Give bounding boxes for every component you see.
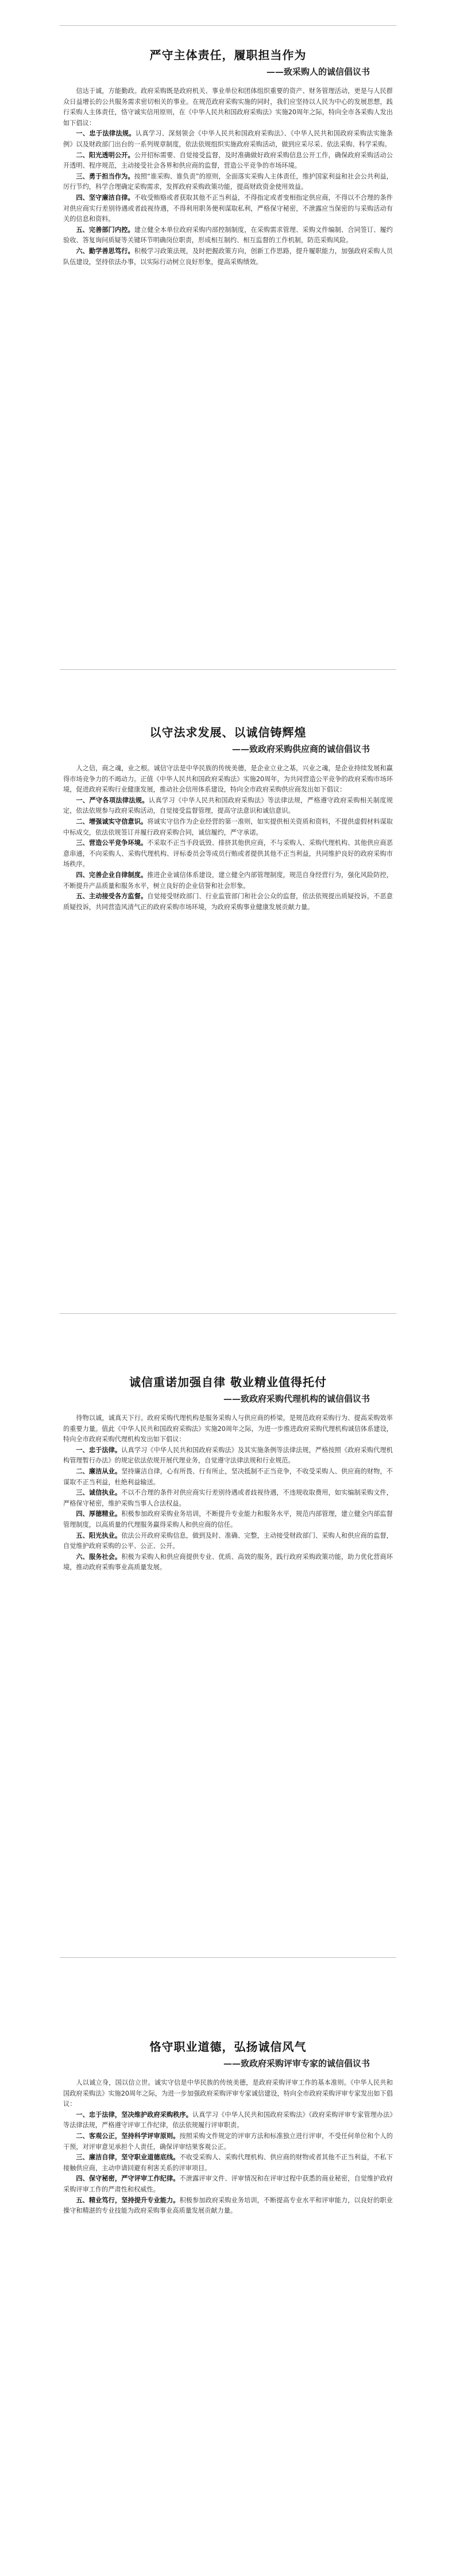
- paragraph: 人之信，商之魂，业之根。诚信守法是中华民族的传统美德，是企业立业之基，兴业之魂，是企业持续发展和赢得市场竞争力的不竭动力。正值《中华人民共和国政府采购法》实施20周年，为共同营造公平竞争的政府采购市场环境，促进政府采购行业健康发展，推动社会信用体系建设，特向全市政府采购供应商发出如下倡议：: [63, 765, 393, 794]
- paragraph: 二、廉洁从业。坚持廉洁自律，心有所畏、行有所止，坚决抵制不正当竞争，不收受采购人、供应商的财物，不谋取不正当利益，杜绝利益输送。: [63, 1467, 393, 1486]
- initiative-section-purchasers: [0, 0, 456, 644]
- section-subtitle: ——致政府采购评审专家的诚信倡议书: [223, 2058, 370, 2069]
- paragraph: 五、完善部门内控。建立健全本单位政府采购内部控制制度，在采购需求管理、采购文件编制、合同签订、履约验收、答复询问质疑等关键环节明确岗位职责，形成相互制约、相互监督的工作机制，防范采购风险。: [63, 226, 393, 245]
- paragraph-lead: 三、诚信执业。: [76, 1489, 122, 1497]
- paragraph-lead: 六、服务社会。: [76, 1553, 122, 1561]
- paragraph: 五、主动接受各方监督。自觉接受财政部门、行业监管部门和社会公众的监督，依法依规提出质疑投诉，不恶意质疑投诉，共同营造风清气正的政府采购市场环境，为政府采购事业健康发展贡献力量。: [63, 893, 393, 911]
- paragraph-lead: 五、精业笃行，坚持提升专业能力。: [76, 2196, 180, 2204]
- paragraph-lead: 一、忠于法律。: [76, 1446, 122, 1454]
- section-divider: [60, 25, 396, 26]
- paragraph-lead: 二、客观公正，坚持科学评审原则。: [76, 2132, 180, 2140]
- paragraph: 三、营造公平竞争环境。不采取不正当手段诋毁、排挤其他供应商，不与采购人、采购代理机构、其他供应商恶意串通，不向采购人、采购代理机构、评标委员会等成员行贿或者提供其他不正当利益，共同维护良好的政府采购市场秩序。: [63, 839, 393, 868]
- section-content: [63, 2039, 393, 2217]
- paragraph-lead: 五、完善部门内控。: [76, 226, 134, 234]
- paragraph: 三、勇于担当作为。按照“谁采购、谁负责”的原则，全面落实采购人主体责任，维护国家利益和社会公共利益，厉行节约，科学合理确定采购需求，发挥政府采购政策功能，提高财政资金使用效益。: [63, 172, 393, 191]
- section-content: [63, 47, 393, 267]
- paragraph-lead: 一、严守各项法律法规。: [76, 796, 149, 804]
- section-divider: [60, 669, 396, 670]
- paragraph-lead: 四、保守秘密，严守评审工作纪律。: [76, 2175, 180, 2183]
- paragraph: 五、阳光执业。依法公开政府采购信息，做到及时、准确、完整，主动接受财政部门、采购人和供应商的监督，自觉维护政府采购的公平、公正、公开。: [63, 1531, 393, 1550]
- paragraph: 四、保守秘密，严守评审工作纪律。不泄露评审文件、评审情况和在评审过程中获悉的商业秘密，自觉维护政府采购评审工作的严肃性和权威性。: [63, 2175, 393, 2193]
- paragraph-lead: 一、忠于法律法规。: [76, 130, 136, 138]
- paragraph-lead: 一、忠于法律，坚决维护政府采购秩序。: [76, 2111, 193, 2119]
- paragraph: 二、客观公正，坚持科学评审原则。按照采购文件规定的评审方法和标准独立进行评审，不受任何单位和个人的干预，对评审意见承担个人责任，确保评审结果客观公正。: [63, 2132, 393, 2151]
- paragraph-lead: 三、营造公平竞争环境。: [76, 839, 148, 847]
- paragraph-lead: 三、廉洁自律，坚守职业道德底线。: [76, 2154, 180, 2162]
- paragraph-lead: 四、坚守廉洁自律。: [76, 193, 134, 201]
- paragraph-lead: 二、增强诚实守信意识。: [76, 817, 148, 825]
- paragraph: 三、诚信执业。不以不合理的条件对供应商实行差别待遇或者歧视待遇，不违规收取费用，如实编制采购文件，严格保守秘密，维护采购当事人合法权益。: [63, 1489, 393, 1507]
- paragraph-lead: 二、廉洁从业。: [76, 1467, 122, 1475]
- paragraph: 人以诚立身，国以信立世。诚实守信是中华民族的传统美德，是政府采购评审工作的基本准则。《中华人民共和国政府采购法》实施20周年之际，为进一步加强政府采购评审专家诚信建设，特向全市政府采购评审专家发出如下倡议：: [63, 2079, 393, 2108]
- section-divider: [60, 1957, 396, 1958]
- paragraph: 六、服务社会。积极为采购人和供应商提供专业、优质、高效的服务，践行政府采购政策功能，助力优化营商环境，推动政府采购事业高质量发展。: [63, 1553, 393, 1572]
- paragraph: 二、增强诚实守信意识。将诚实守信作为企业经营的第一准则，如实提供相关资质和资料，不提供虚假材料谋取中标成交，依法依规签订并履行政府采购合同，诚信履约，严守承诺。: [63, 817, 393, 836]
- section-title: 恪守职业道德，弘扬诚信风气: [149, 2040, 307, 2054]
- initiative-section-experts: [0, 1932, 456, 2576]
- paragraph: 二、阳光透明公开。公开招标需要、自觉接受监督，及时准确做好政府采购信息公开工作，确保政府采购活动公开透明、程序规范，主动接受社会各界和供应商的监督，营造公平竞争的市场环境。: [63, 151, 393, 170]
- section-title: 严守主体责任，履职担当作为: [149, 48, 307, 62]
- section-content: [63, 1374, 393, 1573]
- initiative-section-suppliers: [0, 644, 456, 1288]
- paragraph: 一、严守各项法律法规。认真学习《中华人民共和国政府采购法》等法律法规，严格遵守政府采购相关制度规定，依法依规参与政府采购活动，自觉接受监督管理，提高守法意识和诚信意识。: [63, 796, 393, 815]
- paragraph: 一、忠于法律法规。认真学习、深刻领会《中华人民共和国政府采购法》、《中华人民共和国政府采购法实施条例》以及财政部门出台的一系列规章制度，依法依规组织实施政府采购活动，做到应采尽采、依法采购、科学采购。: [63, 130, 393, 148]
- paragraph: 一、忠于法律。认真学习《中华人民共和国政府采购法》及其实施条例等法律法规，严格按照《政府采购代理机构管理暂行办法》的规定依法依规开展代理业务，自觉遵守法律法规和行业规范。: [63, 1446, 393, 1465]
- initiative-section-agencies: [0, 1288, 456, 1932]
- paragraph-lead: 五、阳光执业。: [76, 1531, 122, 1539]
- paragraph: 四、厚德精业。积极参加政府采购业务培训，不断提升专业能力和服务水平，规范内部管理，建立健全内部监督管理制度，以高质量的代理服务赢得采购人和供应商的信任。: [63, 1510, 393, 1528]
- paragraph-lead: 二、阳光透明公开。: [76, 151, 134, 159]
- paragraph: 五、精业笃行，坚持提升专业能力。积极参加政府采购业务培训，不断提高专业水平和评审能力，以良好的职业操守和精湛的专业技能为政府采购事业高质量发展贡献力量。: [63, 2196, 393, 2215]
- section-subtitle: ——致政府采购供应商的诚信倡议书: [231, 744, 370, 754]
- paragraph-lead: 四、完善企业自律制度。: [76, 871, 148, 879]
- section-subtitle: ——致政府采购代理机构的诚信倡议书: [223, 1394, 370, 1404]
- paragraph: 六、勤学善思笃行。积极学习政策法规，及时把握政策方向，创新工作思路，提升履职能力，加强政府采购人员队伍建设，坚持依法办事，以实际行动树立良好形象，提高采购绩效。: [63, 247, 393, 266]
- section-content: [63, 724, 393, 913]
- section-subtitle: ——致采购人的诚信倡议书: [266, 67, 370, 77]
- paragraph-lead: 三、勇于担当作为。: [76, 172, 134, 180]
- paragraph: 待物以诚，诚真天下行。政府采购代理机构是服务采购人与供应商的桥梁，是规范政府采购行为、提高采购效率的重要力量。值此《中华人民共和国政府采购法》实施20周年之际，为进一步推进政府采购代理机构诚信体系建设，特向全市政府采购代理机构发出如下倡议：: [63, 1414, 393, 1444]
- section-title: 诚信重诺加强自律 敬业精业值得托付: [129, 1375, 327, 1389]
- paragraph-lead: 六、勤学善思笃行。: [76, 247, 134, 255]
- paragraph: 一、忠于法律，坚决维护政府采购秩序。认真学习《中华人民共和国政府采购法》《政府采购评审专家管理办法》等法律法规，严格遵守评审工作纪律，依法依规履行评审职责。: [63, 2111, 393, 2129]
- paragraph: 三、廉洁自律，坚守职业道德底线。不收受采购人、采购代理机构、供应商的财物或者其他不正当利益，不私下接触供应商，主动申请回避有利害关系的评审项目。: [63, 2154, 393, 2172]
- section-title: 以守法求发展、以诚信铸辉煌: [149, 726, 307, 739]
- paragraph-lead: 五、主动接受各方监督。: [76, 893, 148, 901]
- section-divider: [60, 1313, 396, 1314]
- paragraph: 四、坚守廉洁自律。不收受贿赂或者获取其他不正当利益，不得指定或者变相指定供应商，不得以不合理的条件对供应商实行差别待遇或者歧视待遇，不得利用职务便利谋取私利，严格保守秘密，不泄露应当保密的与采购活动有关的信息和资料。: [63, 193, 393, 223]
- paragraph-lead: 四、厚德精业。: [76, 1510, 122, 1518]
- paragraph: 四、完善企业自律制度。推进企业诚信体系建设，建立健全内部管理制度，规范自身经营行为，强化风险防控，不断提升产品质量和服务水平，树立良好的企业信誉和社会形象。: [63, 871, 393, 890]
- paragraph: 信达于诚，方能勤政。政府采购既是政府机关、事业单位和团体组织重要的资产、财务管理活动，更是与人民群众日益增长的公共服务需求密切相关的事业。在规范政府采购实施的同时，我们应坚持以人民为中心的发展思想，践行采购人主体责任，恪守诚实信用原则，在《中华人民共和国政府采购法》实施20周年之际，特向全市各采购人发出如下倡议：: [63, 87, 393, 127]
